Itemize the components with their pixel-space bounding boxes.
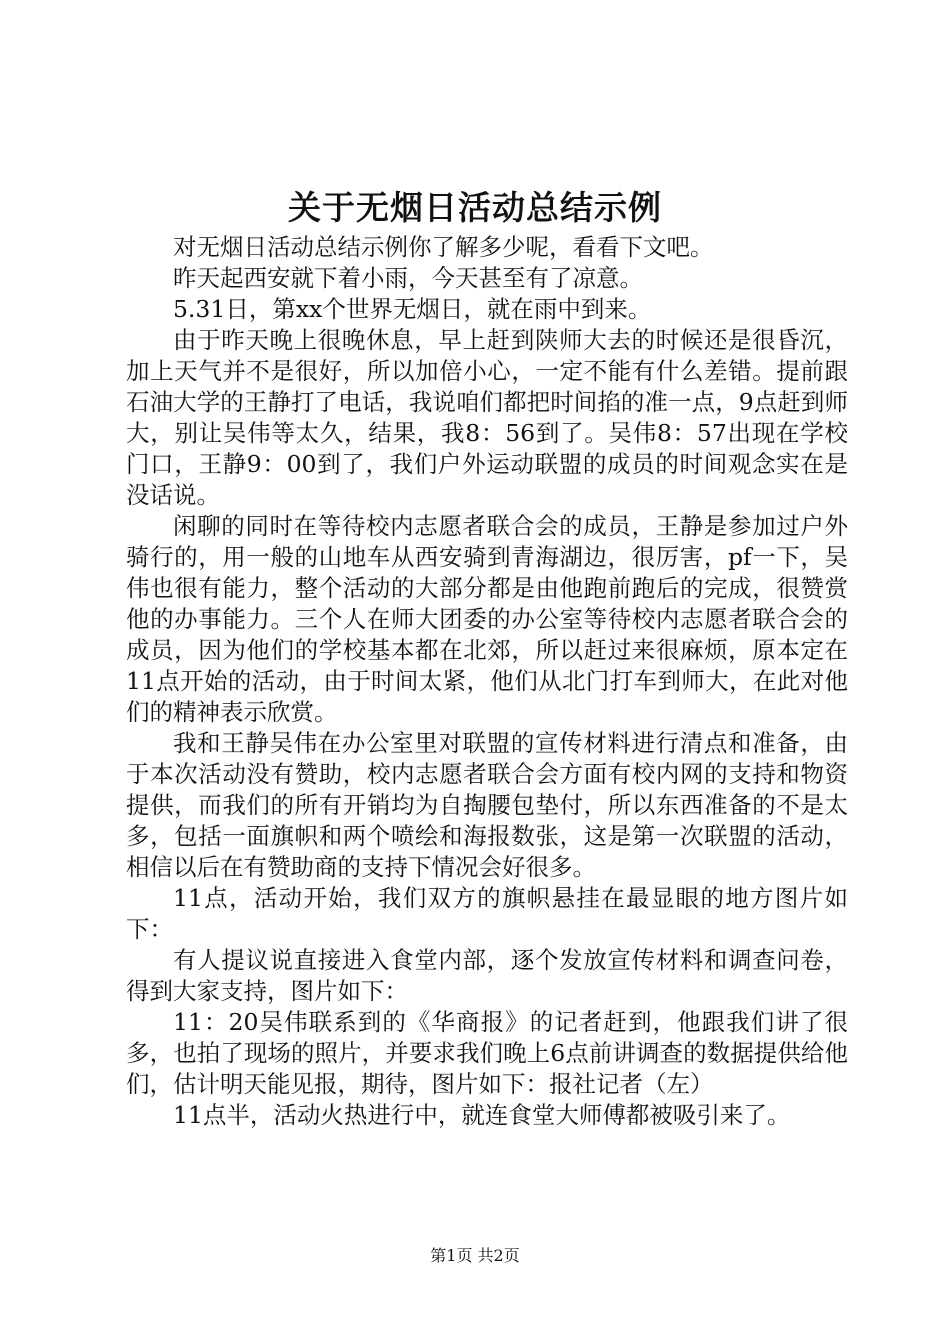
- paragraph-2: 昨天起西安就下着小雨，今天甚至有了凉意。: [173, 264, 643, 292]
- document-title: 关于无烟日活动总结示例: [288, 188, 662, 227]
- paragraph-1: 对无烟日活动总结示例你了解多少呢，看看下文吧。: [173, 233, 714, 261]
- document-body: [126, 232, 848, 1131]
- paragraph-3: 5.31日，第xx个世界无烟日，就在雨中到来。: [173, 295, 652, 323]
- paragraph-10: 11点半，活动火热进行中，就连食堂大师傅都被吸引来了。: [173, 1101, 791, 1129]
- paragraph-4: 由于昨天晚上很晚休息，早上赶到陕师大去的时候还是很昏沉，加上天气并不是很好，所以加倍小心，一定不能有什么差错。提前跟石油大学的王静打了电话，我说咱们都把时间掐的准一点，9点赶到师大，别让吴伟等太久，结果，我8：56到了。吴伟8：57出现在学校门口，王静9：00到了，我们户外运动联盟的成员的时间观念实在是没话说。: [126, 326, 848, 509]
- paragraph-5: 闲聊的同时在等待校内志愿者联合会的成员，王静是参加过户外骑行的，用一般的山地车从西安骑到青海湖边，很厉害，pf一下，吴伟也很有能力，整个活动的大部分都是由他跑前跑后的完成，很赞赏他的办事能力。三个人在师大团委的办公室等待校内志愿者联合会的成员，因为他们的学校基本都在北郊，所以赶过来很麻烦，原本定在11点开始的活动，由于时间太紧，他们从北门打车到师大，在此对他们的精神表示欣赏。: [126, 512, 848, 726]
- paragraph-8: 有人提议说直接进入食堂内部，逐个发放宣传材料和调查问卷，得到大家支持，图片如下：: [126, 946, 848, 1005]
- paragraph-6: 我和王静吴伟在办公室里对联盟的宣传材料进行清点和准备，由于本次活动没有赞助，校内志愿者联合会方面有校内网的支持和物资提供，而我们的所有开销均为自掏腰包垫付，所以东西准备的不是太多，包括一面旗帜和两个喷绘和海报数张，这是第一次联盟的活动，相信以后在有赞助商的支持下情况会好很多。: [126, 729, 848, 881]
- paragraph-9: 11：20吴伟联系到的《华商报》的记者赶到，他跟我们讲了很多，也拍了现场的照片，并要求我们晚上6点前讲调查的数据提供给他们，估计明天能见报，期待，图片如下：报社记者（左）: [126, 1008, 848, 1098]
- page-footer: 第1页 共2页: [430, 1246, 520, 1265]
- paragraph-7: 11点，活动开始，我们双方的旗帜悬挂在最显眼的地方图片如下：: [126, 884, 848, 943]
